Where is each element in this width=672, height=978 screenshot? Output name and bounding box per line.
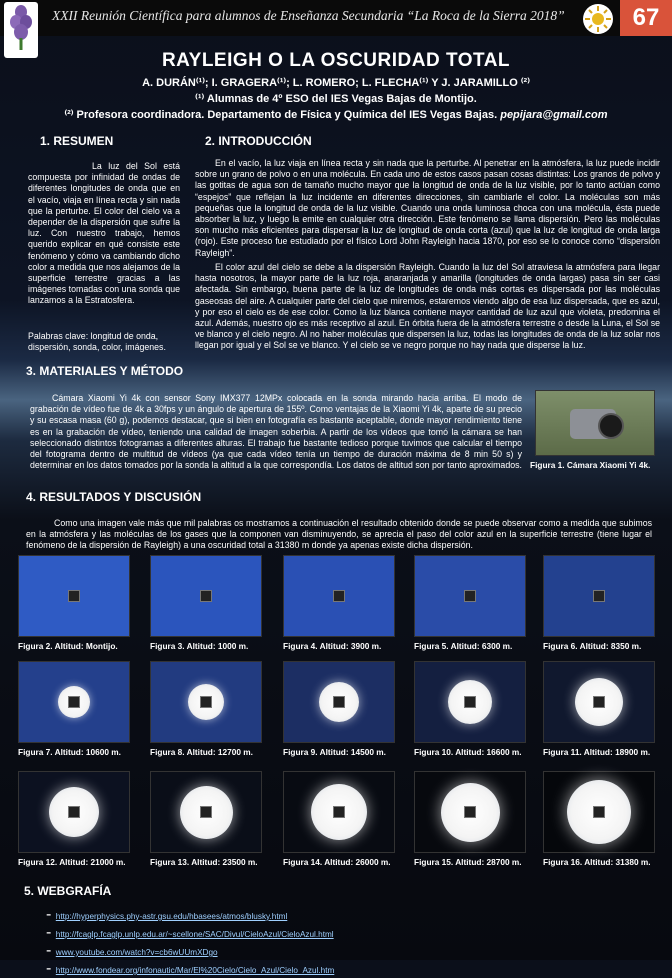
web-link-2[interactable]: http://fcaglp.fcaglp.unlp.edu.ar/~scellone/SAC/Divul/CieloAzul/CieloAzul.html [55,930,334,939]
altitude-caption-12: Figura 12. Altitud: 21000 m. [18,857,126,867]
resultados-heading: 4. RESULTADOS Y DISCUSIÓN [26,490,202,504]
altitude-photo-7 [18,661,130,743]
altitude-photo-14 [283,771,395,853]
probe-payload [464,696,476,708]
event-title: XXII Reunión Científica para alumnos de Enseñanza Secundaria “La Roca de la Sierra 2018” [52,8,565,23]
altitude-photo-10 [414,661,526,743]
altitude-caption-10: Figura 10. Altitud: 16600 m. [414,747,522,757]
altitude-photo-6 [543,555,655,637]
altitude-photo-15 [414,771,526,853]
altitude-caption-15: Figura 15. Altitud: 28700 m. [414,857,522,867]
web-link-item: - www.youtube.com/watch?v=cb6wUUmXDgo [46,942,218,959]
altitude-photo-2 [18,555,130,637]
affiliation-teacher [0,108,672,121]
probe-payload [464,590,476,602]
authors: A. DURÁN⁽¹⁾; I. GRAGERA⁽¹⁾; L. ROMERO; L. FLECHA⁽¹⁾ Y J. JARAMILLO ⁽²⁾ [142,77,530,89]
altitude-photo-12 [18,771,130,853]
probe-payload [593,590,605,602]
intro-heading: 2. INTRODUCCIÓN [205,134,312,148]
probe-payload [200,696,212,708]
affiliation-teacher-text: ⁽²⁾ Profesora coordinadora. Departamento de Física y Química del IES Vegas Bajas. [64,109,498,121]
altitude-photo-13 [150,771,262,853]
probe-payload [593,696,605,708]
altitude-caption-11: Figura 11. Altitud: 18900 m. [543,747,651,757]
altitude-caption-3: Figura 3. Altitud: 1000 m. [150,641,249,651]
probe-payload [68,806,80,818]
resumen-keywords: Palabras clave: longitud de onda, dispersión, sonda, color, imágenes. [28,331,166,353]
poster-title: RAYLEIGH O LA OSCURIDAD TOTAL [161,50,511,71]
sun-emblem-icon [582,3,614,35]
probe-payload [464,806,476,818]
altitude-caption-14: Figura 14. Altitud: 26000 m. [283,857,391,867]
altitude-photo-11 [543,661,655,743]
camera-photo [535,390,655,456]
web-link-3[interactable]: www.youtube.com/watch?v=cb6wUUmXDgo [55,948,218,957]
web-link-4[interactable]: http://www.fondear.org/infonautic/Mar/El%20Cielo/Cielo_Azul/Cielo_Azul.htm [55,966,335,975]
altitude-caption-6: Figura 6. Altitud: 8350 m. [543,641,642,651]
webgrafia-list [46,906,334,978]
materiales-heading: 3. MATERIALES Y MÉTODO [26,364,184,378]
altitude-photo-5 [414,555,526,637]
probe-payload [68,696,80,708]
altitude-caption-8: Figura 8. Altitud: 12700 m. [150,747,253,757]
altitude-photo-9 [283,661,395,743]
probe-payload [333,590,345,602]
web-link-item: - http://fcaglp.fcaglp.unlp.edu.ar/~scellone/SAC/Divul/CieloAzul/CieloAzul.html [46,924,334,941]
figure-1-caption: Figura 1. Cámara Xiaomi Yi 4k. [530,460,651,470]
probe-payload [200,590,212,602]
altitude-caption-4: Figura 4. Altitud: 3900 m. [283,641,382,651]
altitude-caption-7: Figura 7. Altitud: 10600 m. [18,747,121,757]
altitude-photo-3 [150,555,262,637]
intro-paragraph-2: El color azul del cielo se debe a la dispersión Rayleigh. Cuando la luz del Sol atraviesa la atmósfera para llegar hasta nosotros, la mayor parte de la luz roja, anaranjada y amarilla (longitudes de onda largas) pasa sin ser casi afectada. Sin embargo, buena parte de la luz de longitudes de onda más cortas es dispersada por las moléculas gaseosas del aire. A cualquier parte del cielo que miremos, estaremos viendo algo de esa luz dispersada, que es azul, y por eso el cielo es de ese color. Como la luz blanca contiene mayor cantidad de luz azul que violeta, predomina el azul. Además, nuestro ojo es más receptivo al azul. En órbita fuera de la atmósfera terrestre o desde la Luna, el Sol se ve blanco y el cielo negro. Al no haber moléculas que dispersen la luz, todas las longitudes de onda de la luz solar nos llegan por igual y el Sol se ve blanco. Y el cielo se ve negro porque no hay nada que disperse la luz. [195,262,660,351]
resumen-heading: 1. RESUMEN [40,134,114,148]
probe-payload [333,696,345,708]
probe-payload [333,806,345,818]
web-link-item: - http://www.fondear.org/infonautic/Mar/El%20Cielo/Cielo_Azul/Cielo_Azul.htm [46,960,335,977]
materiales-text: Cámara Xiaomi Yi 4k con sensor Sony IMX377 12MPx colocada en la sonda mirando hacia arriba. El modo de grabación de vídeo fue de 4k a 30fps y un ángulo de apertura de 155º. Como ventajas de la Xiaomi Yi 4k, aparte de su precio y su escasa masa (60 g), podemos destacar, que si bien en fotografía es bastante aceptable, donde mayor rendimiento tiene es en la grabación de vídeo, teniendo una calidad de imagen soberbia. A partir de los vídeos que tomó la cámara se han seleccionado distintos fotogramas a diferentes alturas. El trabajo fue bastante tedioso porque tuvimos que calcular el tiempo del fotograma dentro de multitud de vídeos (ya que cada vídeo tenía un tiempo de duración máxima de 8 min 50 s) y determinar en los datos tomados por la sonda la altitud a la que correspondía. Los datos de altitud son por tanto aproximados. [30,393,522,471]
web-link-1[interactable]: http://hyperphysics.phy-astr.gsu.edu/hbasees/atmos/blusky.html [55,912,288,921]
probe-payload [593,806,605,818]
web-link-item: - http://hyperphysics.phy-astr.gsu.edu/hbasees/atmos/blusky.html [46,906,288,923]
altitude-caption-2: Figura 2. Altitud: Montijo. [18,641,118,651]
affiliation-students: ⁽¹⁾ Alumnas de 4º ESO del IES Vegas Bajas de Montijo. [195,93,477,105]
intro-paragraph-1: En el vacío, la luz viaja en línea recta y sin nada que la perturbe. Al penetrar en la atmósfera, la luz puede incidir sobre un grano de polvo o en una molécula. En cada uno de estos casos pasan cosas distintas: Los granos de polvo y las gotitas de agua son de tamaño mucho mayor que la longitud de onda de la luz visible, por lo tanto actúan como “espejos” que reflejan la luz incidente en diferentes direcciones, sin cambiarle el color. La moléculas son más pequeñas que la longitud de onda de la luz visible. Cuando una onda luminosa choca con una molécula, ésta puede absorber la luz, y luego la emite en cualquier otra dirección. Este fenómeno se llama dispersión. Pero las moléculas son mucho más eficientes para dispersar la luz de longitud de onda corta (azul) que la luz de longitud de onda larga (rojo). Este proceso fue estudiado por el físico Lord John Rayleigh hacia 1870, por eso se lo conoce como “dispersión Rayleigh”. [195,158,660,258]
altitude-photo-16 [543,771,655,853]
altitude-caption-5: Figura 5. Altitud: 6300 m. [414,641,513,651]
resultados-text: Como una imagen vale más que mil palabras os mostramos a continuación el resultado obtenido donde se puede observar como a medida que subimos en la atmósfera y las moléculas de los gases que la componen van disminuyendo, se aprecia el paso del color azul en la superficie terrestre (tiene lugar el fenómeno de la dispersión de Rayleigh) a una oscuridad total a 31380 m donde ya apenas existe dicha dispersión. [26,518,652,551]
probe-payload [68,590,80,602]
altitude-caption-9: Figura 9. Altitud: 14500 m. [283,747,386,757]
altitude-photo-8 [150,661,262,743]
altitude-photo-4 [283,555,395,637]
webgrafia-heading: 5. WEBGRAFÍA [24,884,112,898]
altitude-caption-16: Figura 16. Altitud: 31380 m. [543,857,651,867]
resumen-text: La luz del Sol está compuesta por infinidad de ondas de diferentes longitudes de onda que en el vacío, viaja en línea recta y sin nada que la perturbe. El color del cielo va a depender de la dispersión que sufre la luz. Con nuestro trabajo, hemos querido explicar en qué consiste este fenómeno y cómo va cambiando dicho color a medida que nos alejamos de la superficie terrestre gracias a las imágenes tomadas con una sonda que lanzamos a la Estratosfera. [28,161,180,306]
altitude-caption-13: Figura 13. Altitud: 23500 m. [150,857,258,867]
page-number: 67 [620,0,672,36]
email-link[interactable]: pepijara@gmail.com [500,109,608,121]
probe-payload [200,806,212,818]
